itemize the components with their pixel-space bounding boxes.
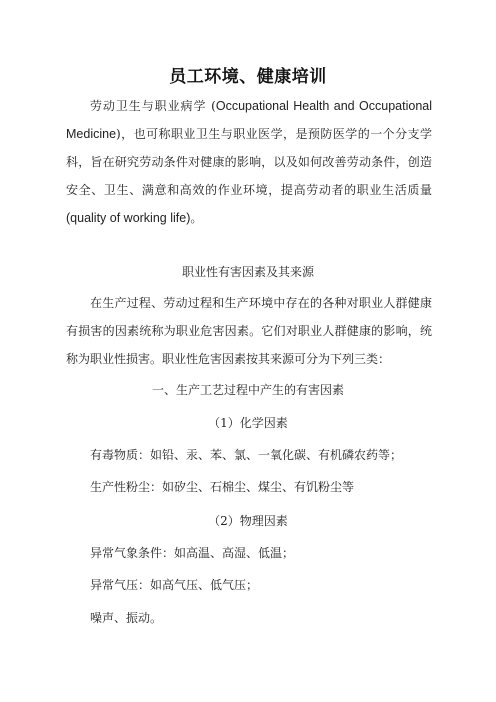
category-1-item-dust: 生产性粉尘：如矽尘、石棉尘、煤尘、有饥粉尘等 — [90, 480, 355, 494]
category-2-item-pressure: 异常气压：如高气压、低气压； — [90, 578, 259, 592]
intro-text-3: 。 — [190, 211, 203, 225]
subsection-heading: 一、生产工艺过程中产生的有害因素 — [151, 383, 344, 397]
intro-english-quality: (quality of working life) — [66, 211, 191, 225]
category-1-item-toxic: 有毒物质：如铅、汞、苯、氯、一氧化碳、有机磷农药等； — [90, 448, 403, 462]
section-paragraph: 在生产过程、劳动过程和生产环境中存在的各种对职业人群健康有损害的因素统称为职业危害因素。它们对职业人群健康的影响，统称为职业性损害。职业性危害因素按其来源可分为下列三类： — [66, 296, 432, 366]
intro-english-term: Occupational Health and Occupational Medicine — [66, 99, 432, 141]
intro-text-1: 劳动卫生与职业病学 ( — [90, 99, 216, 113]
category-2-heading: （2）物理因素 — [208, 514, 288, 528]
intro-text-2: )，也可称职业卫生与职业医学，是预防医学的一个分支学科，旨在研究劳动条件对健康的影响，以及如何改善劳动条件，创造安全、卫生、满意和高效的作业环境，提高劳动者的职业生活质量 — [66, 127, 432, 197]
intro-paragraph — [66, 92, 432, 232]
category-2-item-noise: 噪声、振动。 — [90, 611, 163, 625]
section-heading: 职业性有害因素及其来源 — [181, 265, 314, 279]
category-2-item-weather: 异常气象条件：如高温、高湿、低温； — [90, 546, 295, 560]
document-title: 员工环境、健康培训 — [169, 67, 327, 87]
category-1-heading: （1）化学因素 — [208, 416, 288, 430]
